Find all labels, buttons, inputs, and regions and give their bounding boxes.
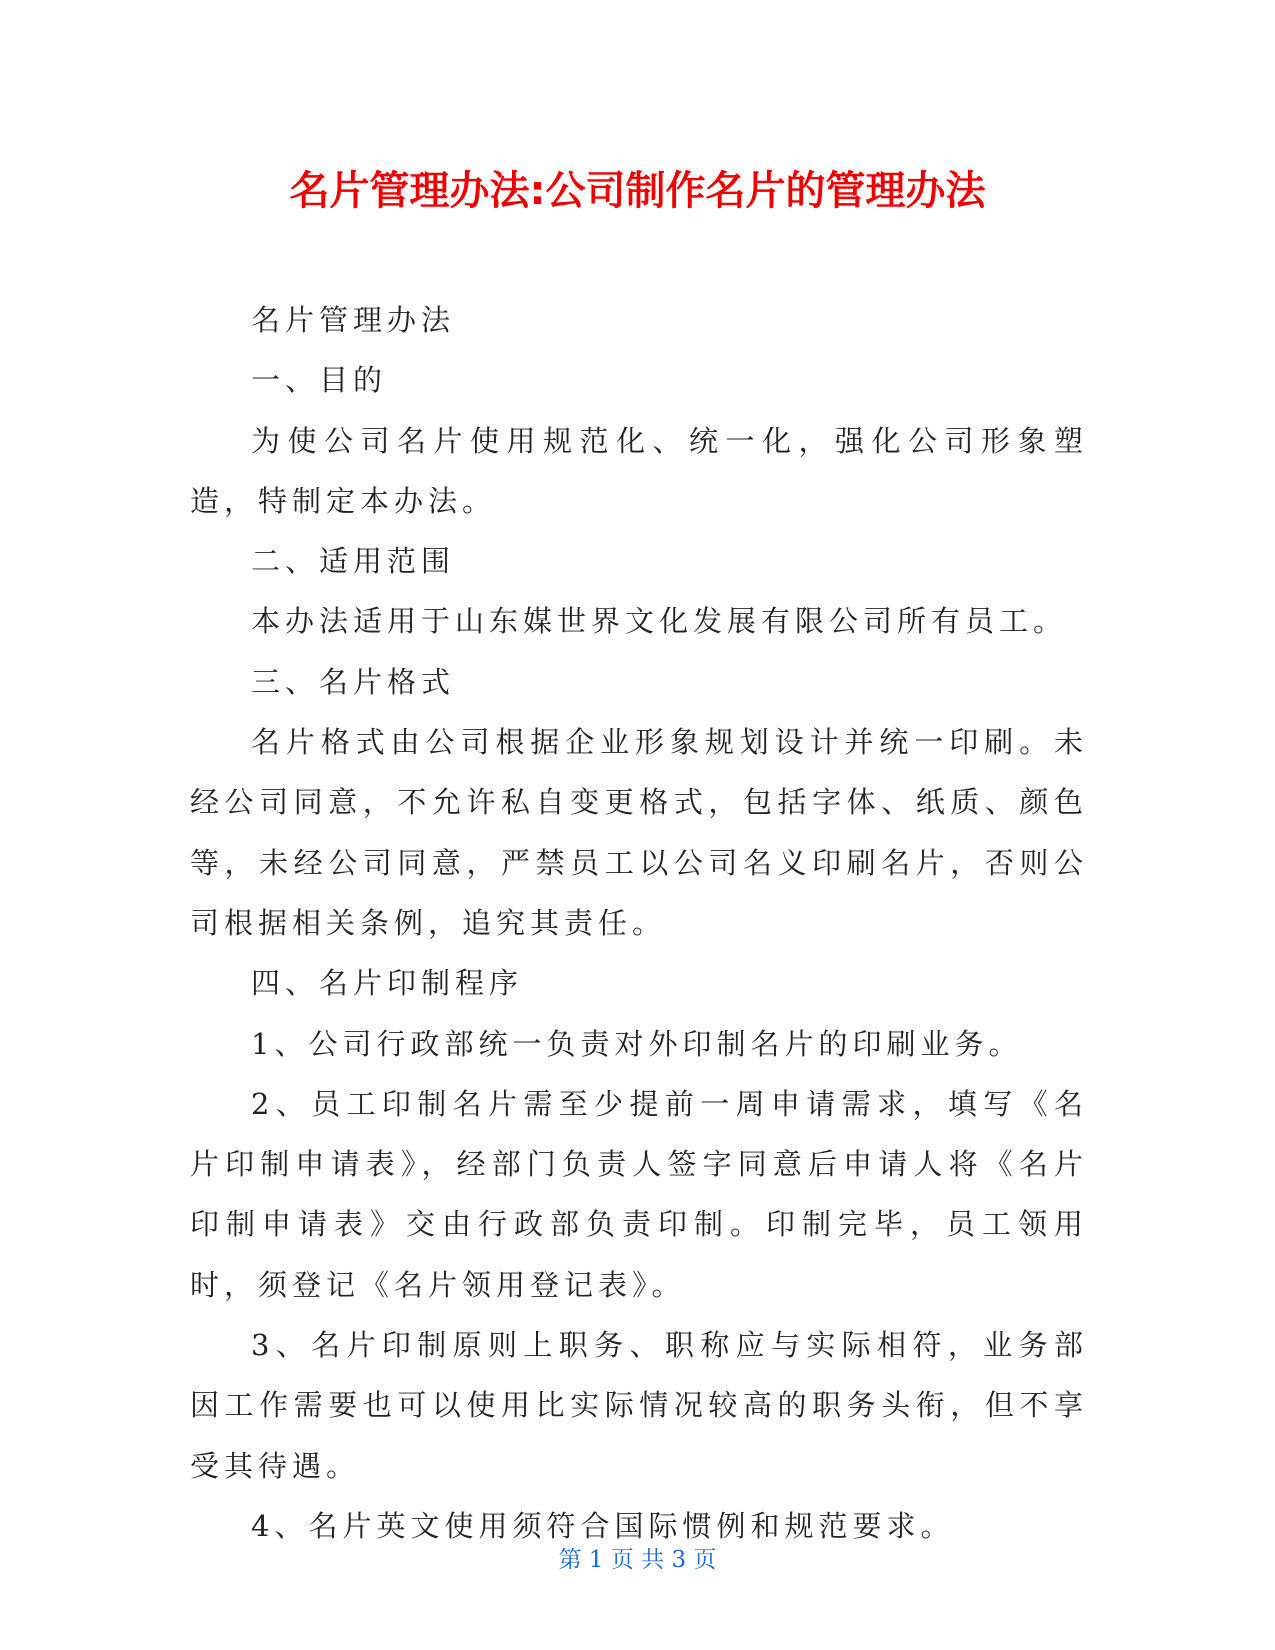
paragraph-heading: 名片管理办法	[251, 303, 456, 337]
footer-current-page: 1	[588, 1547, 604, 1573]
paragraph-procedure-3: 3、名片印制原则上职务、职称应与实际相符，业务部因工作需要也可以使用比实际情况较高的职务头衔，但不享受其待遇。	[190, 1328, 1088, 1483]
footer-page-middle: 页 共	[610, 1547, 665, 1573]
paragraph-procedure-2: 2、员工印制名片需至少提前一周申请需求，填写《名片印制申请表》，经部门负责人签字同意后申请人将《名片印制申请表》交由行政部负责印制。印制完毕，员工领用时，须登记《名片领用登记表》。	[190, 1086, 1088, 1302]
footer-page-prefix: 第	[558, 1547, 582, 1573]
document-title: 名片管理办法:公司制作名片的管理办法	[289, 168, 986, 214]
paragraph-format: 名片格式由公司根据企业形象规划设计并统一印刷。未经公司同意，不允许私自变更格式，包括字体、纸质、颜色等，未经公司同意，严禁员工以公司名义印刷名片，否则公司根据相关条例，追究其责任。	[190, 725, 1088, 940]
section-heading-purpose: 一、目的	[251, 363, 388, 398]
section-heading-procedure: 四、名片印制程序	[251, 966, 524, 1001]
document-body	[190, 290, 1088, 1556]
footer-page-suffix: 页	[693, 1547, 717, 1573]
section-heading-format: 三、名片格式	[251, 664, 456, 699]
page-footer	[0, 1544, 1275, 1576]
paragraph-procedure-4: 4、名片英文使用须符合国际惯例和规范要求。	[251, 1508, 955, 1543]
section-heading-scope: 二、适用范围	[251, 544, 456, 579]
paragraph-purpose: 为使公司名片使用规范化、统一化，强化公司形象塑造，特制定本办法。	[190, 423, 1088, 518]
paragraph-scope: 本办法适用于山东媒世界文化发展有限公司所有员工。	[251, 604, 1068, 639]
paragraph-procedure-1: 1、公司行政部统一负责对外印制名片的印刷业务。	[251, 1026, 1023, 1061]
footer-total-pages: 3	[671, 1547, 687, 1573]
